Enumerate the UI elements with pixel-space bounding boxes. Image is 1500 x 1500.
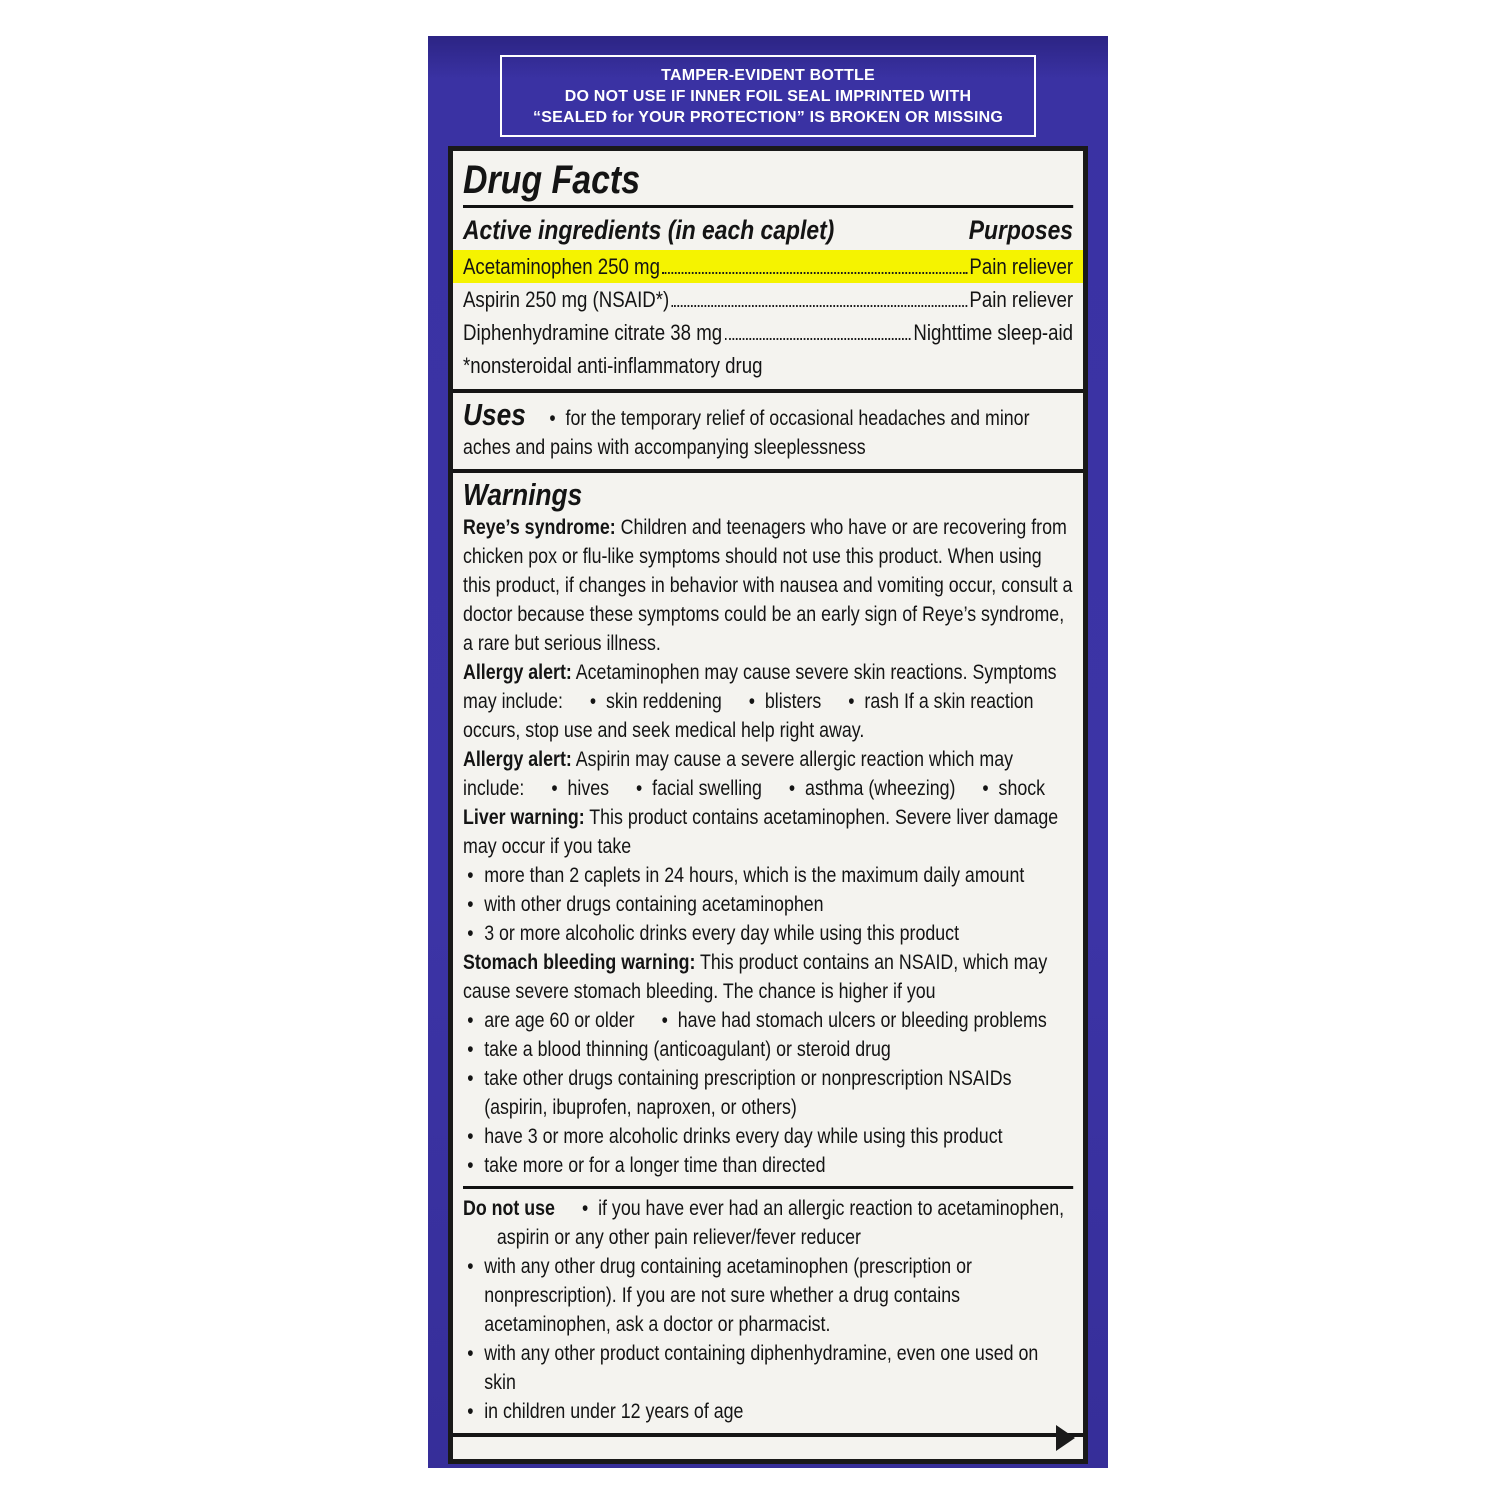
do-not-use-paragraph	[463, 1194, 1073, 1252]
tamper-evident-banner	[500, 55, 1036, 137]
warnings-section	[453, 473, 1083, 1437]
stomach-bleeding-list	[463, 1006, 1073, 1180]
liver-bullet: • more than 2 caplets in 24 hours, which is the maximum daily amount	[463, 861, 1073, 890]
dot-leader	[725, 338, 911, 340]
liver-warning-paragraph	[463, 803, 1073, 861]
do-not-use-bullet: • with any other drug containing acetaminophen (prescription or nonprescription). If you are not sure whether a drug contains acetaminophen, ask a doctor or pharmacist.	[463, 1252, 1073, 1339]
allergy1-symptoms-label: Symptoms may include:	[463, 661, 1057, 713]
reaction-item: • asthma (wheezing)	[789, 777, 955, 800]
nsaid-footnote: *nonsteroidal anti-inflammatory drug	[463, 353, 763, 378]
banner-line-2: DO NOT USE IF INNER FOIL SEAL IMPRINTED WITH	[564, 88, 972, 105]
title-divider	[463, 205, 1073, 208]
reaction-item: • shock	[982, 777, 1045, 800]
dot-leader	[672, 305, 967, 307]
uses-paragraph	[463, 397, 1073, 462]
purposes-header: Purposes	[968, 215, 1074, 245]
reyes-lead: Reye’s syndrome:	[463, 516, 616, 539]
drug-facts-panel	[448, 146, 1088, 1464]
allergy-alert-aspirin	[463, 745, 1073, 803]
dot-leader	[662, 272, 966, 274]
ingredient-name: Diphenhydramine citrate 38 mg	[463, 320, 723, 345]
warnings-heading: Warnings	[463, 477, 583, 512]
allergy1-text: Acetaminophen may cause severe skin reactions.	[575, 661, 968, 684]
symptom-item: • rash	[848, 690, 899, 713]
banner-line-1: TAMPER-EVIDENT BOTTLE	[661, 67, 875, 84]
liver-bullet: • 3 or more alcoholic drinks every day while using this product	[463, 919, 1073, 948]
symptom-item: • blisters	[749, 690, 822, 713]
uses-text: • for the temporary relief of occasional headaches and minor aches and pains with accompanying sleeplessness	[463, 407, 1030, 459]
stomach-bullet: • take other drugs containing prescription or nonprescription NSAIDs (aspirin, ibuprofen, naproxen, or others)	[463, 1064, 1073, 1122]
ingredient-row-aspirin	[463, 283, 1073, 316]
allergy-alert-acetaminophen	[463, 658, 1073, 745]
stomach-bullet: • take more or for a longer time than directed	[463, 1151, 1073, 1180]
do-not-use-lead: Do not use	[463, 1197, 555, 1220]
ingredient-purpose: Nighttime sleep-aid	[913, 320, 1074, 345]
medicine-package	[428, 36, 1108, 1468]
ingredient-purpose: Pain reliever	[969, 254, 1074, 279]
allergy1-after: If a skin reaction occurs, stop use and seek medical help right away.	[463, 690, 1034, 742]
stomach-bullet: • take a blood thinning (anticoagulant) or steroid drug	[463, 1035, 1073, 1064]
do-not-use-first: • if you have ever had an allergic reaction to acetaminophen, aspirin or any other pain reliever/fever reducer	[497, 1197, 1064, 1249]
liver-bullet: • with other drugs containing acetaminophen	[463, 890, 1073, 919]
ingredient-row-acetaminophen	[453, 250, 1083, 283]
stomach-lead: Stomach bleeding warning:	[463, 951, 696, 974]
reaction-item: • facial swelling	[636, 777, 762, 800]
reyes-syndrome-paragraph	[463, 513, 1073, 658]
do-not-use-bullet: • in children under 12 years of age	[463, 1397, 1073, 1426]
stomach-bullet: are age 60 or older	[484, 1009, 635, 1032]
do-not-use-block	[463, 1194, 1073, 1426]
do-not-use-bullet: • with any other product containing diphenhydramine, even one used on skin	[463, 1339, 1073, 1397]
drug-facts-title: Drug Facts	[463, 158, 641, 202]
liver-warning-list	[463, 861, 1073, 948]
allergy2-text: Aspirin may cause a severe allergic reaction which may include:	[463, 748, 1014, 800]
liver-lead: Liver warning:	[463, 806, 585, 829]
do-not-use-divider	[463, 1186, 1073, 1189]
symptom-item: • skin reddening	[590, 690, 722, 713]
stomach-text: This product contains an NSAID, which may cause severe stomach bleeding. The chance is higher if you	[463, 951, 1048, 1003]
stomach-bullet: • have had stomach ulcers or bleeding problems	[662, 1009, 1047, 1032]
stomach-bullet-pair	[463, 1006, 1073, 1035]
uses-section	[453, 393, 1083, 473]
do-not-use-list	[463, 1252, 1073, 1426]
ingredient-name: Acetaminophen 250 mg	[463, 254, 660, 279]
reyes-text: Children and teenagers who have or are recovering from chicken pox or flu-like symptoms should not use this product. When using this product, if changes in behavior with nausea and vomiting occur, consult a doctor because these symptoms could be an early sign of Reye’s syndrome, a rare but serious illness.	[463, 516, 1073, 655]
ingredient-purpose: Pain reliever	[969, 287, 1074, 312]
ingredient-row-diphenhydramine	[463, 316, 1073, 349]
liver-text: This product contains acetaminophen. Severe liver damage may occur if you take	[463, 806, 1059, 858]
allergy2-lead: Allergy alert:	[463, 748, 572, 771]
stomach-bullet: • have 3 or more alcoholic drinks every day while using this product	[463, 1122, 1073, 1151]
ingredient-name: Aspirin 250 mg (NSAID*)	[463, 287, 670, 312]
banner-line-3: “SEALED for YOUR PROTECTION” IS BROKEN OR MISSING	[533, 109, 1003, 126]
uses-heading: Uses	[463, 397, 526, 432]
reaction-item: • hives	[551, 777, 609, 800]
continuation-arrow-icon	[1056, 1425, 1075, 1451]
stomach-bleeding-paragraph	[463, 948, 1073, 1006]
active-ingredients-header: Active ingredients (in each caplet)	[463, 215, 835, 245]
active-ingredients-section	[453, 151, 1083, 393]
allergy1-lead: Allergy alert:	[463, 661, 572, 684]
